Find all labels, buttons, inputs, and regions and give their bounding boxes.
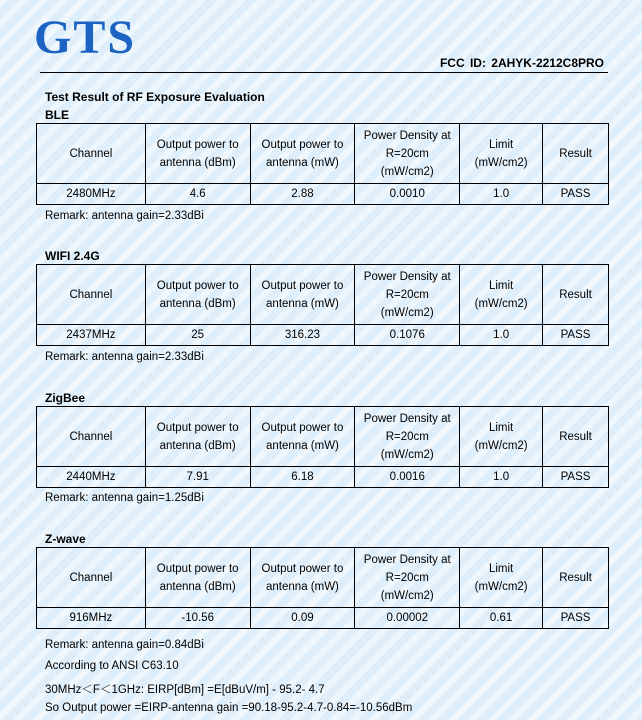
cell-result: PASS: [543, 608, 609, 629]
cell-limit: 1.0: [460, 184, 543, 205]
col-output-mw: Output power to antenna (mW): [250, 265, 355, 325]
col-output-mw: Output power to antenna (mW): [250, 407, 355, 467]
remark: Remark: antenna gain=0.84dBi: [45, 639, 204, 651]
cell-result: PASS: [543, 467, 609, 488]
col-output-mw: Output power to antenna (mW): [250, 124, 355, 184]
rf-table: [36, 406, 609, 488]
cell-output-dbm: 25: [145, 325, 250, 346]
cell-power-density: 0.0016: [355, 467, 460, 488]
col-result: Result: [543, 548, 609, 608]
section-label: Z-wave: [45, 532, 86, 546]
section-label: ZigBee: [45, 391, 86, 405]
cell-result: PASS: [543, 325, 609, 346]
col-power-density: Power Density at R=20cm (mW/cm2): [355, 265, 460, 325]
col-limit: Limit (mW/cm2): [460, 407, 543, 467]
cell-channel: 2440MHz: [37, 467, 146, 488]
section-label: WIFI 2.4G: [45, 249, 100, 263]
cell-power-density: 0.1076: [355, 325, 460, 346]
table-header-row: [37, 265, 609, 325]
col-limit: Limit (mW/cm2): [460, 548, 543, 608]
table-header-row: [37, 124, 609, 184]
header-divider: [40, 72, 608, 73]
gts-logo: GTS: [34, 11, 137, 64]
col-channel: Channel: [37, 407, 146, 467]
col-power-density: Power Density at R=20cm (mW/cm2): [355, 407, 460, 467]
page-title: Test Result of RF Exposure Evaluation: [45, 90, 265, 104]
cell-output-dbm: 4.6: [145, 184, 250, 205]
cell-channel: 2437MHz: [37, 325, 146, 346]
rf-table: [36, 547, 609, 629]
col-power-density: Power Density at R=20cm (mW/cm2): [355, 124, 460, 184]
col-channel: Channel: [37, 265, 146, 325]
note-output-calc: So Output power =EIRP-antenna gain =90.18-95.2-4.7-0.84=-10.56dBm: [45, 702, 413, 714]
table-header-row: [37, 407, 609, 467]
col-result: Result: [543, 407, 609, 467]
col-channel: Channel: [37, 124, 146, 184]
rf-table: [36, 264, 609, 346]
cell-output-mw: 316.23: [250, 325, 355, 346]
table-row: [37, 184, 609, 205]
cell-output-mw: 2.88: [250, 184, 355, 205]
rf-table: [36, 123, 609, 205]
cell-power-density: 0.0010: [355, 184, 460, 205]
remark: Remark: antenna gain=1.25dBi: [45, 492, 204, 504]
col-limit: Limit (mW/cm2): [460, 124, 543, 184]
cell-limit: 1.0: [460, 467, 543, 488]
cell-output-dbm: -10.56: [145, 608, 250, 629]
col-limit: Limit (mW/cm2): [460, 265, 543, 325]
cell-result: PASS: [543, 184, 609, 205]
table-row: [37, 467, 609, 488]
col-output-dbm: Output power to antenna (dBm): [145, 548, 250, 608]
cell-limit: 0.61: [460, 608, 543, 629]
cell-limit: 1.0: [460, 325, 543, 346]
remark: Remark: antenna gain=2.33dBi: [45, 351, 204, 363]
note-eirp-formula: 30MHz＜F＜1GHz: EIRP[dBm] =E[dBuV/m] - 95.2- 4.7: [45, 684, 325, 696]
cell-output-mw: 0.09: [250, 608, 355, 629]
section-label: BLE: [45, 108, 69, 122]
cell-channel: 916MHz: [37, 608, 146, 629]
fcc-id: FCC ID: 2AHYK-2212C8PRO: [439, 56, 604, 70]
col-power-density: Power Density at R=20cm (mW/cm2): [355, 548, 460, 608]
col-output-dbm: Output power to antenna (dBm): [145, 265, 250, 325]
cell-output-mw: 6.18: [250, 467, 355, 488]
cell-power-density: 0.00002: [355, 608, 460, 629]
col-result: Result: [543, 124, 609, 184]
table-header-row: [37, 548, 609, 608]
remark: Remark: antenna gain=2.33dBi: [45, 210, 204, 222]
col-channel: Channel: [37, 548, 146, 608]
col-output-dbm: Output power to antenna (dBm): [145, 407, 250, 467]
col-result: Result: [543, 265, 609, 325]
cell-output-dbm: 7.91: [145, 467, 250, 488]
note-ansi: According to ANSI C63.10: [45, 660, 179, 672]
col-output-dbm: Output power to antenna (dBm): [145, 124, 250, 184]
table-row: [37, 325, 609, 346]
col-output-mw: Output power to antenna (mW): [250, 548, 355, 608]
cell-channel: 2480MHz: [37, 184, 146, 205]
table-row: [37, 608, 609, 629]
